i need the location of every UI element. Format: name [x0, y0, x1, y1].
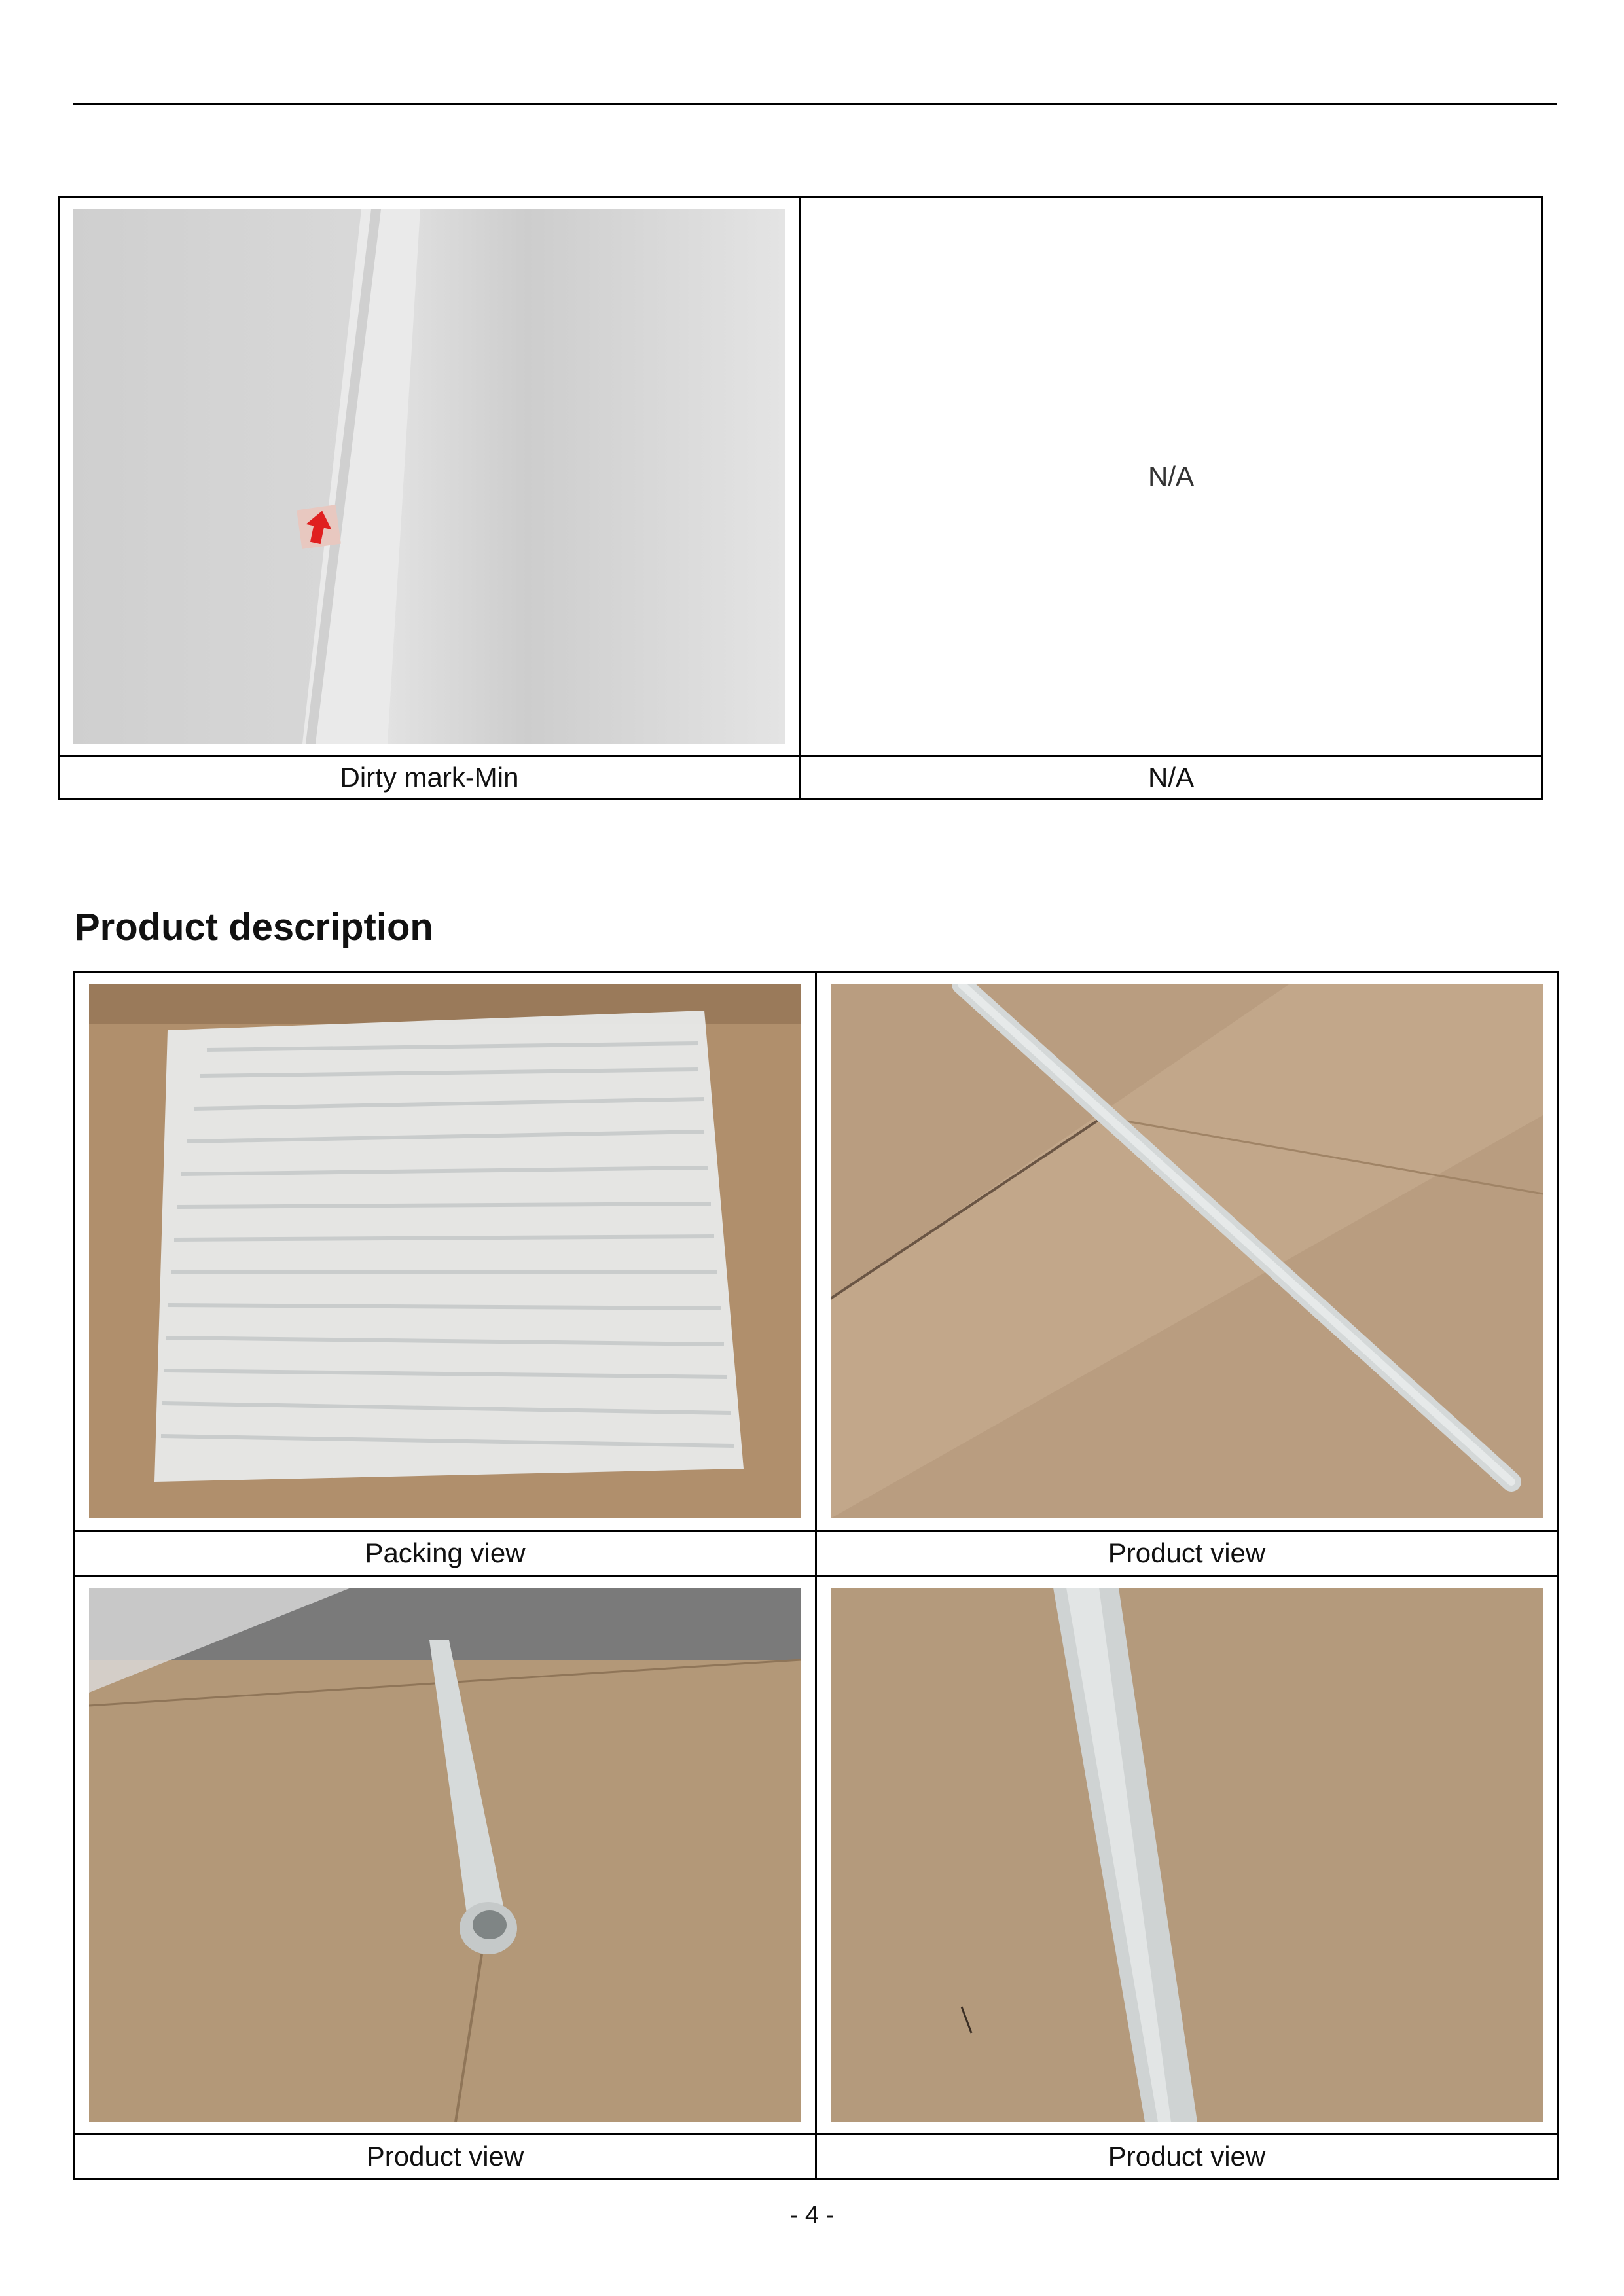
caption-product-view-2: Product view: [75, 2134, 816, 2179]
product-view-photo-2: [89, 1588, 801, 2122]
defect-photo-cell: [59, 198, 801, 756]
packing-view-photo: [89, 984, 801, 1518]
caption-product-view-3: Product view: [816, 2134, 1558, 2179]
product-view-photo-3: [831, 1588, 1543, 2122]
caption-product-view-1: Product view: [816, 1531, 1558, 1576]
packing-photo-cell: [75, 973, 816, 1531]
defect-caption: Dirty mark-Min: [59, 756, 801, 800]
product-view-photo-1: [831, 984, 1543, 1518]
product-photo-cell-1: [816, 973, 1558, 1531]
dirty-mark-photo: [73, 209, 785, 744]
caption-packing-view: Packing view: [75, 1531, 816, 1576]
product-photo-cell-2: [75, 1576, 816, 2134]
na-cell: N/A: [801, 198, 1542, 756]
product-table: [73, 971, 1559, 2180]
page-number: - 4 -: [789, 2202, 835, 2229]
header-rule: [73, 103, 1557, 105]
product-photo-cell-3: [816, 1576, 1558, 2134]
na-caption: N/A: [801, 756, 1542, 800]
defect-table: [58, 196, 1543, 800]
section-title: Product description: [75, 906, 433, 948]
